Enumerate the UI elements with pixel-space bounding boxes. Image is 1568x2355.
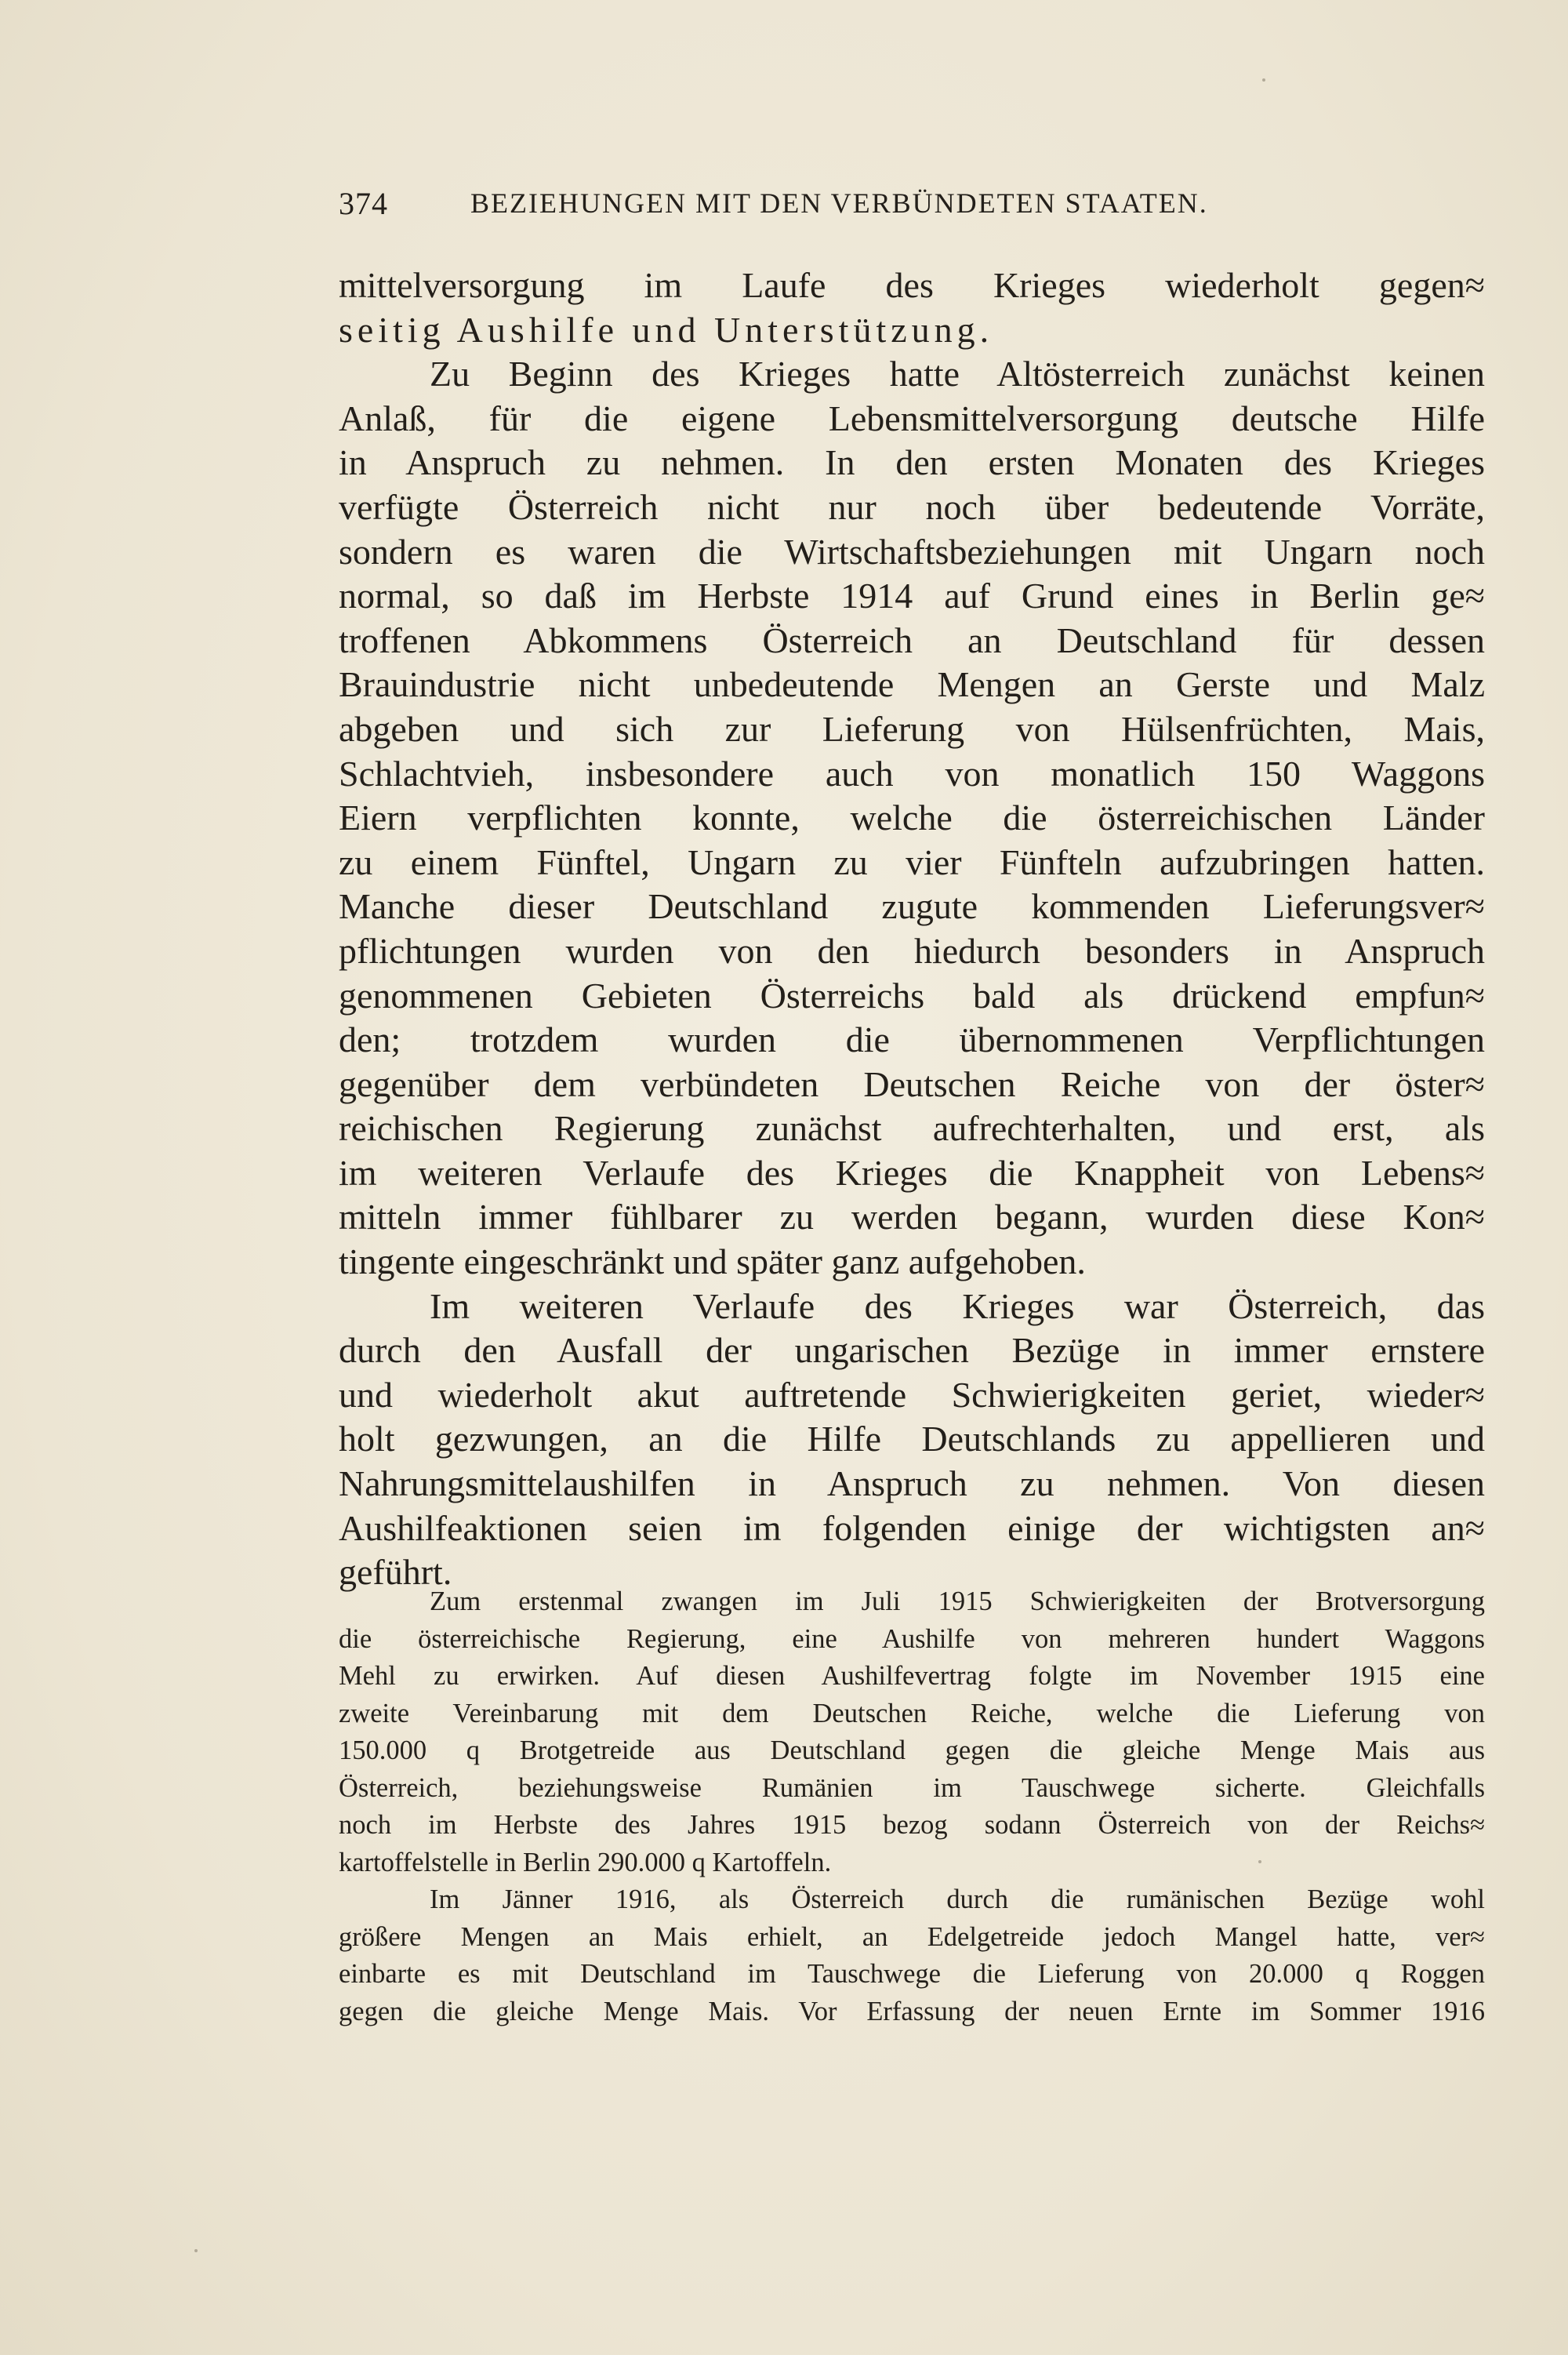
text-line: Anlaß, für die eigene Lebensmittelversorgung deutsche Hilfe [339,398,1485,438]
text-line: gegenüber dem verbündeten Deutschen Reiche von der öster≈ [339,1063,1485,1104]
text-line: den; trotzdem wurden die übernommenen Verpflichtungen [339,1019,1485,1060]
paper-speck [1258,1860,1261,1863]
note-line: kartoffelstelle in Berlin 290.000 q Kartoffeln. [339,1847,832,1877]
note-line: einbarte es mit Deutschland im Tauschwege die Lieferung von 20.000 q Roggen [339,1959,1485,1989]
page-number: 374 [339,186,388,221]
note-line: Zum erstenmal zwangen im Juli 1915 Schwierigkeiten der Brotversorgung [430,1586,1485,1616]
note-line: die österreichische Regierung, eine Aushilfe von mehreren hundert Waggons [339,1623,1485,1654]
running-head [339,185,1350,232]
text-line: Aushilfeaktionen seien im folgenden einige der wichtigsten an≈ [339,1507,1485,1548]
text-line: verfügte Österreich nicht nur noch über bedeutende Vorräte, [339,486,1485,527]
text-line: Schlachtvieh, insbesondere auch von monatlich 150 Waggons [339,753,1485,794]
text-line: reichischen Regierung zunächst aufrechterhalten, und erst, als [339,1108,1485,1149]
note-line: noch im Herbste des Jahres 1915 bezog sodann Österreich von der Reichs≈ [339,1810,1485,1840]
text-line: Zu Beginn des Krieges hatte Altösterreich zunächst keinen [430,354,1485,394]
text-line: holt gezwungen, an die Hilfe Deutschlands zu appellieren und [339,1419,1485,1459]
text-line: troffenen Abkommens Österreich an Deutschland für dessen [339,620,1485,660]
text-line: tingente eingeschränkt und später ganz aufgehoben. [339,1241,1086,1282]
note-line: Mehl zu erwirken. Auf diesen Aushilfevertrag folgte im November 1915 eine [339,1661,1485,1691]
text-line: Nahrungsmittelaushilfen in Anspruch zu nehmen. Von diesen [339,1463,1485,1504]
text-line: pflichtungen wurden von den hiedurch besonders in Anspruch [339,930,1485,971]
body-text [339,263,1485,1595]
note-line: Im Jänner 1916, als Österreich durch die rumänischen Bezüge wohl [430,1884,1485,1914]
note-line: gegen die gleiche Menge Mais. Vor Erfassung der neuen Ernte im Sommer 1916 [339,1996,1485,2026]
text-line: mittelversorgung im Laufe des Krieges wiederholt gegen≈ [339,265,1485,305]
text-line: genommenen Gebieten Österreichs bald als drückend empfun≈ [339,975,1485,1016]
paper-speck [194,2249,198,2252]
text-line: Manche dieser Deutschland zugute kommenden Lieferungsver≈ [339,886,1485,927]
text-line: Eiern verpflichten konnte, welche die österreichischen Länder [339,798,1485,838]
text-line: zu einem Fünftel, Ungarn zu vier Fünfteln aufzubringen hatten. [339,841,1485,882]
text-line: abgeben und sich zur Lieferung von Hülsenfrüchten, Mais, [339,708,1485,749]
text-line: durch den Ausfall der ungarischen Bezüge in immer ernstere [339,1330,1485,1371]
text-line: und wiederholt akut auftretende Schwierigkeiten geriet, wieder≈ [339,1374,1485,1415]
text-line: Im weiteren Verlaufe des Krieges war Österreich, das [430,1285,1485,1326]
text-line: normal, so daß im Herbste 1914 auf Grund eines in Berlin ge≈ [339,576,1485,616]
text-line: seitig Aushilfe und Unterstützung. [339,309,994,350]
note-line: Österreich, beziehungsweise Rumänien im Tauschwege sicherte. Gleichfalls [339,1772,1485,1803]
note-line: 150.000 q Brotgetreide aus Deutschland gegen die gleiche Menge Mais aus [339,1735,1485,1765]
running-head-title: BEZIEHUNGEN MIT DEN VERBÜNDETEN STAATEN. [470,187,1208,219]
text-line: im weiteren Verlaufe des Krieges die Knappheit von Lebens≈ [339,1152,1485,1193]
small-print-notes [339,1583,1485,2030]
text-line: Brauindustrie nicht unbedeutende Mengen an Gerste und Malz [339,664,1485,705]
text-line: geführt. [339,1552,452,1593]
text-line: sondern es waren die Wirtschaftsbeziehungen mit Ungarn noch [339,531,1485,572]
text-line: mitteln immer fühlbarer zu werden begann, wurden diese Kon≈ [339,1197,1485,1237]
text-line: in Anspruch zu nehmen. In den ersten Monaten des Krieges [339,442,1485,483]
note-line: größere Mengen an Mais erhielt, an Edelgetreide jedoch Mangel hatte, ver≈ [339,1921,1485,1952]
note-line: zweite Vereinbarung mit dem Deutschen Reiche, welche die Lieferung von [339,1698,1485,1728]
paper-speck [1262,78,1265,82]
